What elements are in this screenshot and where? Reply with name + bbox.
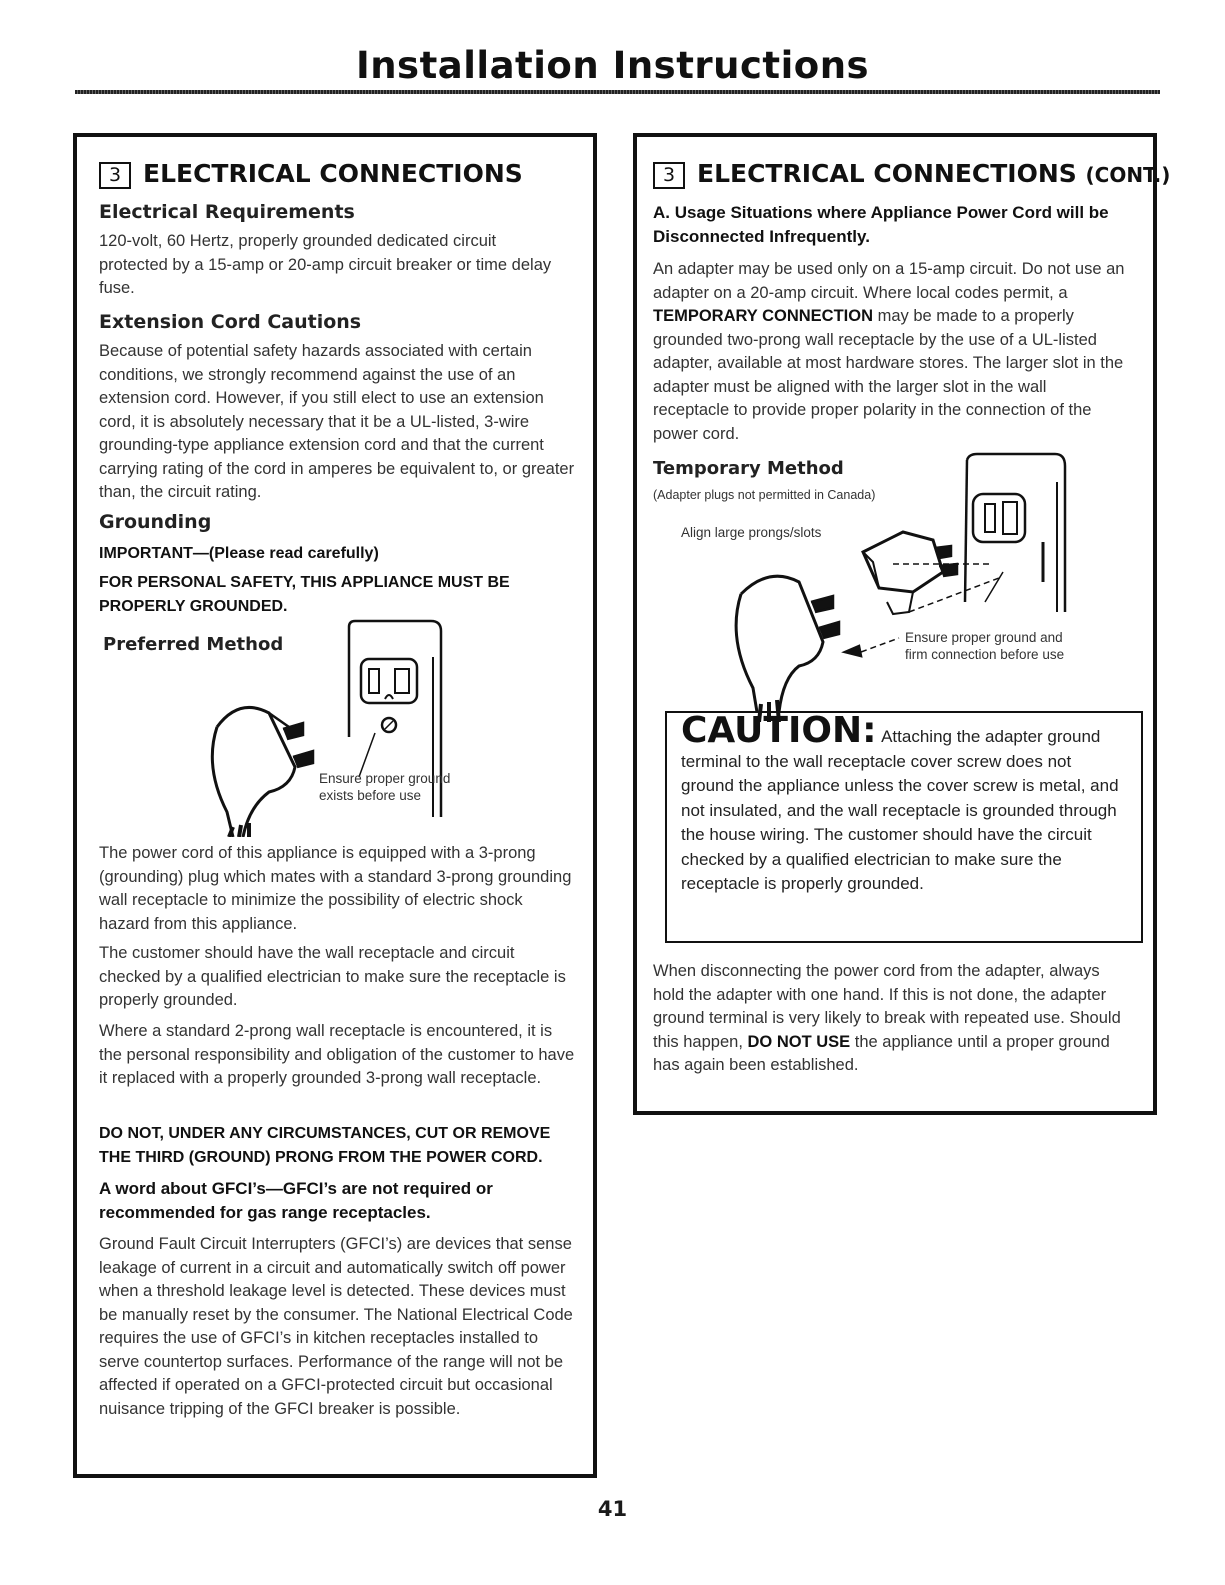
section-cont-suffix: (CONT.) — [1085, 163, 1171, 187]
adapter-text-part-1: An adapter may be used only on a 15-amp circuit. Do not use an adapter on a 20-amp circuit. Where local codes permit, a — [653, 260, 1125, 302]
title-rule — [75, 90, 1160, 94]
align-label: Align large prongs/slots — [681, 525, 822, 540]
caution-text-block — [681, 710, 1127, 897]
requirements-text: 120-volt, 60 Hertz, properly grounded dedicated circuit protected by a 15-amp or 20-amp circuit breaker or time delay fuse. — [99, 232, 552, 297]
section-heading-cont — [653, 159, 1170, 189]
adapter-ground-tab — [887, 592, 913, 614]
page-number: 41 — [597, 1497, 628, 1521]
adapter-text-part-2: may be made to a properly grounded two-prong wall receptacle by the use of a UL-listed adapter, available at most hardware stores. The larger slot in the adapter must be aligned with the larger slot in the wall receptacle to provide proper polarity in the connection of the power cord. — [653, 307, 1124, 443]
section-title: ELECTRICAL CONNECTIONS — [143, 159, 523, 188]
page-title: Installation Instructions — [355, 44, 870, 87]
adapter-body — [863, 532, 943, 592]
grounding-paragraph-3: Where a standard 2-prong wall receptacle is encountered, it is the personal responsibility and obligation of the customer to have it replaced with a properly grounded 3-prong wall receptacle. — [99, 1022, 575, 1087]
disconnect-text-bold: DO NOT USE — [747, 1032, 851, 1051]
adapter-text-bold: TEMPORARY CONNECTION — [653, 307, 874, 325]
temporary-method-heading: Temporary Method — [653, 458, 844, 479]
gfci-text: Ground Fault Circuit Interrupters (GFCI’s) are devices that sense leakage of current in a circuit and automatically switch off power when a threshold leakage level is detected. These devices must be manually reset by the consumer. The National Electrical Code requires the use of GFCI’s in kitchen receptacles installed to serve countertop surfaces. Performance of the range will not be affected if operated on a GFCI-protected circuit but occasional nuisance tripping of the GFCI breaker is possible. — [99, 1235, 573, 1418]
right-panel — [633, 133, 1171, 1115]
section-number-cont: 3 — [653, 162, 685, 189]
preferred-method-heading: Preferred Method — [103, 634, 284, 655]
important-note: IMPORTANT—(Please read carefully) — [99, 545, 379, 562]
grounding-paragraph-1: The power cord of this appliance is equipped with a 3-prong (grounding) plug which mates with a standard 3-prong grounding wall receptacle to minimize the possibility of electric shock hazard from this appliance. — [99, 844, 572, 933]
section-title-cont: ELECTRICAL CONNECTIONS — [697, 159, 1077, 188]
extension-heading: Extension Cord Cautions — [99, 311, 362, 333]
usage-heading: A. Usage Situations where Appliance Power Cord will be Disconnected Infrequently. — [653, 203, 1109, 246]
caution-word: CAUTION: — [681, 710, 877, 751]
safety-warning: FOR PERSONAL SAFETY, THIS APPLIANCE MUST BE PROPERLY GROUNDED. — [99, 574, 510, 615]
disconnect-text — [653, 960, 1127, 1078]
cover-screw — [845, 646, 861, 656]
prong-warning: DO NOT, UNDER ANY CIRCUMSTANCES, CUT OR REMOVE THE THIRD (GROUND) PRONG FROM THE POWER CORD. — [99, 1125, 551, 1166]
requirements-heading: Electrical Requirements — [99, 201, 355, 223]
temporary-method-note: (Adapter plugs not permitted in Canada) — [653, 488, 876, 502]
preferred-caption: Ensure proper ground exists before use — [319, 771, 451, 803]
caution-box — [665, 711, 1143, 943]
caution-text: Attaching the adapter ground terminal to the wall receptacle cover screw does not ground the appliance unless the cover screw is metal, and not insulated, and the wall receptacle is grounded through the house wiring. The customer should have the circuit checked by a qualified electrician to make sure the receptacle is properly grounded. — [681, 727, 1119, 893]
grounding-heading: Grounding — [99, 511, 212, 533]
disconnect-text-part-2: the appliance until a proper ground has again been established. — [653, 1032, 1110, 1074]
left-panel — [73, 133, 597, 1478]
grounding-paragraph-2: The customer should have the wall receptacle and circuit checked by a qualified electrician to make sure the receptacle is properly grounded. — [99, 944, 566, 1009]
disconnect-text-part-1: When disconnecting the power cord from the adapter, always hold the adapter with one hand. If this is not done, the adapter ground terminal is very likely to break with repeated use. Should this happen, — [653, 962, 1121, 1051]
section-heading — [99, 159, 523, 189]
preferred-method-illustration — [199, 617, 459, 837]
section-number: 3 — [99, 162, 131, 189]
plug-prong-bottom — [293, 751, 313, 767]
extension-text: Because of potential safety hazards associated with certain conditions, we strongly recommend against the use of an extension cord. However, if you still elect to use an extension cord, it is absolutely necessary that it be a UL-listed, 3-wire grounding-type appliance extension cord and that the current carrying rating of the cord in amperes be equivalent to, or greater than, the circuit rating. — [99, 342, 575, 501]
temporary-method-illustration — [713, 452, 1073, 722]
gfci-heading: A word about GFCI’s—GFCI’s are not required or recommended for gas range receptacles. — [99, 1179, 493, 1222]
adapter-text — [653, 258, 1127, 446]
ground-label: Ensure proper ground and firm connection before use — [905, 630, 1065, 662]
